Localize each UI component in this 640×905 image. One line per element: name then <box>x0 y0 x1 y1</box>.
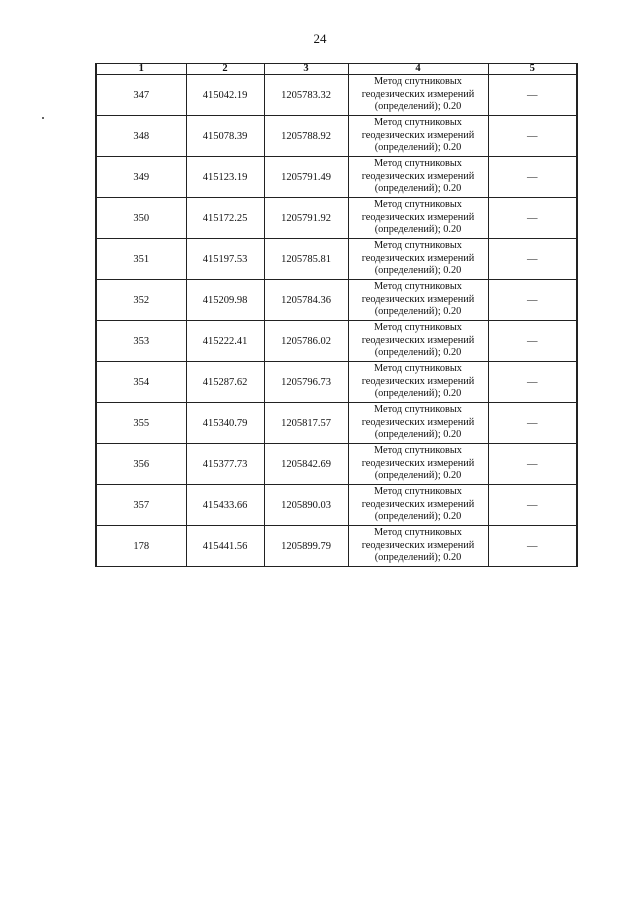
method-line: геодезических измерений <box>361 416 475 428</box>
y-coordinate-cell: 1205899.79 <box>264 526 348 567</box>
point-number-cell: 351 <box>96 239 186 280</box>
page-number: 24 <box>313 31 327 46</box>
method-line: (определений); 0.20 <box>374 429 462 441</box>
method-line: Метод спутниковых <box>374 117 462 129</box>
method-cell <box>348 239 488 280</box>
y-coordinate-cell: 1205786.02 <box>264 321 348 362</box>
table-row <box>96 280 577 321</box>
table-row <box>96 362 577 403</box>
table-row <box>96 198 577 239</box>
note-cell <box>488 198 577 239</box>
method-line: (определений); 0.20 <box>374 347 462 359</box>
column-header-3: 3 <box>264 64 348 75</box>
method-line: (определений); 0.20 <box>374 470 462 482</box>
method-line: Метод спутниковых <box>374 199 462 211</box>
method-cell <box>348 362 488 403</box>
point-number-cell: 356 <box>96 444 186 485</box>
point-number-cell: 355 <box>96 403 186 444</box>
point-number-cell: 350 <box>96 198 186 239</box>
note-cell <box>488 485 577 526</box>
table-header-row <box>96 64 577 75</box>
column-header-2: 2 <box>186 64 264 75</box>
method-line: геодезических измерений <box>361 211 475 223</box>
x-coordinate-cell: 415433.66 <box>186 485 264 526</box>
method-cell <box>348 485 488 526</box>
table-row <box>96 75 577 116</box>
note-cell <box>488 362 577 403</box>
method-cell <box>348 403 488 444</box>
y-coordinate-cell: 1205783.32 <box>264 75 348 116</box>
method-line: Метод спутниковых <box>374 404 462 416</box>
y-coordinate-cell: 1205842.69 <box>264 444 348 485</box>
method-line: Метод спутниковых <box>374 76 462 88</box>
method-line: (определений); 0.20 <box>374 142 462 154</box>
x-coordinate-cell: 415209.98 <box>186 280 264 321</box>
note-cell <box>488 403 577 444</box>
note-dash: — <box>527 335 538 347</box>
x-coordinate-cell: 415377.73 <box>186 444 264 485</box>
note-cell <box>488 75 577 116</box>
x-coordinate-cell: 415441.56 <box>186 526 264 567</box>
x-coordinate-cell: 415042.19 <box>186 75 264 116</box>
y-coordinate-cell: 1205791.92 <box>264 198 348 239</box>
method-line: (определений); 0.20 <box>374 101 462 113</box>
note-cell <box>488 157 577 198</box>
x-coordinate-cell: 415172.25 <box>186 198 264 239</box>
method-line: (определений); 0.20 <box>374 306 462 318</box>
x-coordinate-cell: 415123.19 <box>186 157 264 198</box>
table-row <box>96 526 577 567</box>
method-line: (определений); 0.20 <box>374 224 462 236</box>
point-number-cell: 178 <box>96 526 186 567</box>
method-line: Метод спутниковых <box>374 527 462 539</box>
y-coordinate-cell: 1205788.92 <box>264 116 348 157</box>
table-row <box>96 157 577 198</box>
x-coordinate-cell: 415287.62 <box>186 362 264 403</box>
note-dash: — <box>527 417 538 429</box>
method-line: геодезических измерений <box>361 88 475 100</box>
method-line: геодезических измерений <box>361 129 475 141</box>
method-line: Метод спутниковых <box>374 445 462 457</box>
column-header-1: 1 <box>96 64 186 75</box>
method-cell <box>348 198 488 239</box>
note-dash: — <box>527 294 538 306</box>
note-dash: — <box>527 171 538 183</box>
note-cell <box>488 444 577 485</box>
method-line: геодезических измерений <box>361 457 475 469</box>
point-number-cell: 347 <box>96 75 186 116</box>
table-row <box>96 239 577 280</box>
point-number-cell: 352 <box>96 280 186 321</box>
method-line: (определений); 0.20 <box>374 183 462 195</box>
method-line: Метод спутниковых <box>374 240 462 252</box>
method-line: геодезических измерений <box>361 293 475 305</box>
method-cell <box>348 157 488 198</box>
point-number-cell: 348 <box>96 116 186 157</box>
method-line: (определений); 0.20 <box>374 552 462 564</box>
x-coordinate-cell: 415340.79 <box>186 403 264 444</box>
method-cell <box>348 75 488 116</box>
note-cell <box>488 526 577 567</box>
table-row <box>96 403 577 444</box>
method-line: Метод спутниковых <box>374 322 462 334</box>
scan-speck <box>42 117 44 119</box>
method-cell <box>348 321 488 362</box>
table-row <box>96 321 577 362</box>
point-number-cell: 349 <box>96 157 186 198</box>
x-coordinate-cell: 415078.39 <box>186 116 264 157</box>
y-coordinate-cell: 1205817.57 <box>264 403 348 444</box>
note-cell <box>488 116 577 157</box>
method-line: геодезических измерений <box>361 252 475 264</box>
y-coordinate-cell: 1205890.03 <box>264 485 348 526</box>
method-line: Метод спутниковых <box>374 486 462 498</box>
column-header-4: 4 <box>348 64 488 75</box>
table-row <box>96 485 577 526</box>
method-line: Метод спутниковых <box>374 281 462 293</box>
method-line: геодезических измерений <box>361 375 475 387</box>
y-coordinate-cell: 1205785.81 <box>264 239 348 280</box>
method-line: геодезических измерений <box>361 498 475 510</box>
note-cell <box>488 321 577 362</box>
column-header-5: 5 <box>488 64 577 75</box>
x-coordinate-cell: 415222.41 <box>186 321 264 362</box>
y-coordinate-cell: 1205791.49 <box>264 157 348 198</box>
method-line: (определений); 0.20 <box>374 265 462 277</box>
note-dash: — <box>527 212 538 224</box>
method-line: геодезических измерений <box>361 334 475 346</box>
note-dash: — <box>527 540 538 552</box>
method-cell <box>348 116 488 157</box>
note-cell <box>488 239 577 280</box>
method-line: Метод спутниковых <box>374 363 462 375</box>
method-line: геодезических измерений <box>361 170 475 182</box>
method-cell <box>348 526 488 567</box>
table-body <box>96 75 577 567</box>
note-dash: — <box>527 499 538 511</box>
note-dash: — <box>527 458 538 470</box>
method-cell <box>348 280 488 321</box>
note-dash: — <box>527 376 538 388</box>
table-row <box>96 444 577 485</box>
method-line: (определений); 0.20 <box>374 388 462 400</box>
note-dash: — <box>527 89 538 101</box>
y-coordinate-cell: 1205796.73 <box>264 362 348 403</box>
note-cell <box>488 280 577 321</box>
y-coordinate-cell: 1205784.36 <box>264 280 348 321</box>
note-dash: — <box>527 130 538 142</box>
method-cell <box>348 444 488 485</box>
note-dash: — <box>527 253 538 265</box>
method-line: (определений); 0.20 <box>374 511 462 523</box>
table-row <box>96 116 577 157</box>
method-line: геодезических измерений <box>361 539 475 551</box>
point-number-cell: 357 <box>96 485 186 526</box>
x-coordinate-cell: 415197.53 <box>186 239 264 280</box>
point-number-cell: 353 <box>96 321 186 362</box>
coordinates-table <box>95 63 578 567</box>
point-number-cell: 354 <box>96 362 186 403</box>
method-line: Метод спутниковых <box>374 158 462 170</box>
